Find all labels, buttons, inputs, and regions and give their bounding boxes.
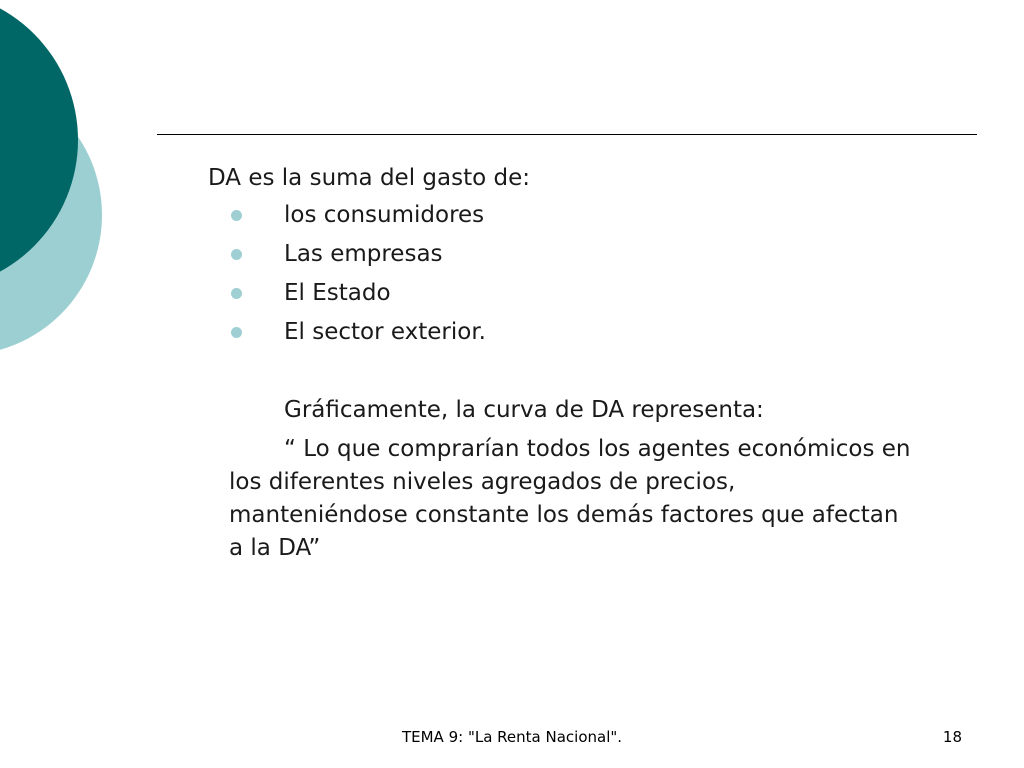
- page-number: 18: [942, 728, 962, 746]
- da-definition-quote: “ Lo que comprarían todos los agentes económicos en los diferentes niveles agregados de precios, manteniéndose constante los demás factores que afectan a la DA”: [229, 436, 911, 561]
- bullet-dot-icon: [231, 249, 242, 260]
- bullet-text: los consumidores: [284, 202, 485, 228]
- bullet-text: Las empresas: [284, 241, 443, 267]
- bullet-text: El Estado: [284, 280, 391, 306]
- intro-text: DA es la suma del gasto de:: [208, 165, 530, 191]
- bullet-dot-icon: [231, 210, 242, 221]
- bullet-text: El sector exterior.: [284, 319, 486, 345]
- graph-description-lead: Gráficamente, la curva de DA representa:: [284, 397, 764, 423]
- bullet-dot-icon: [231, 327, 242, 338]
- footer-title: TEMA 9: "La Renta Nacional".: [401, 728, 623, 746]
- bullet-dot-icon: [231, 288, 242, 299]
